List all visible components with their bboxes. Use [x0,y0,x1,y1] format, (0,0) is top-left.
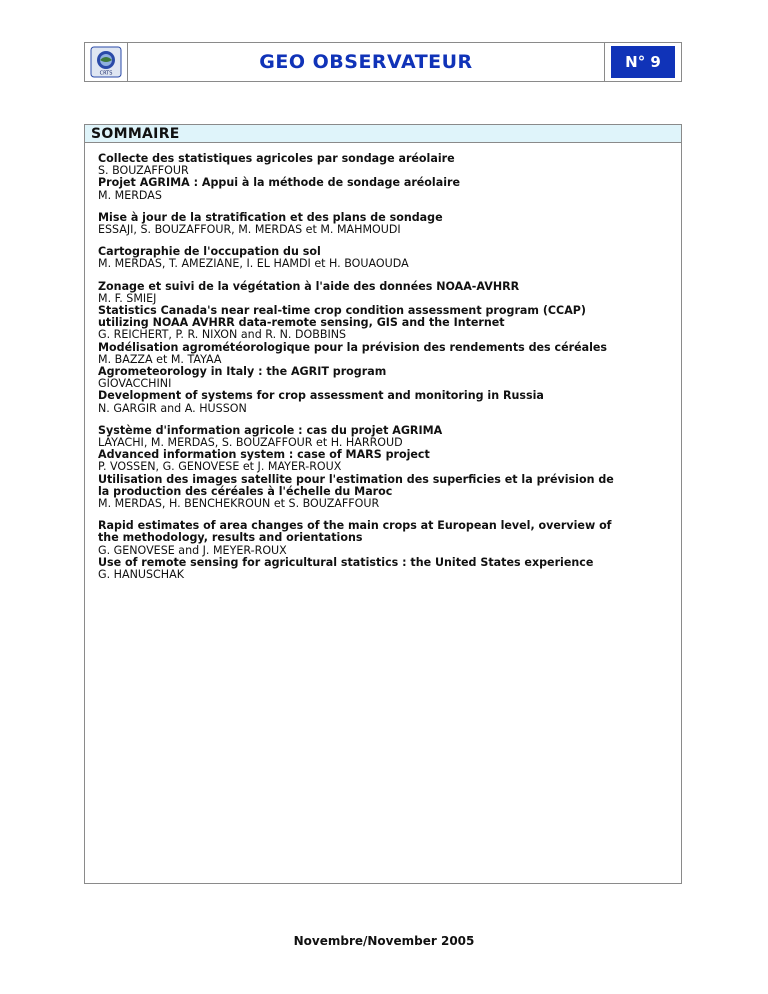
title-cell [128,43,605,81]
article-title-continued: the methodology, results and orientations [98,531,363,545]
article-authors: M. F. SMIEJ [98,291,157,305]
article-authors: ESSAJI, S. BOUZAFFOUR, M. MERDAS et M. MAHMOUDI [98,223,401,237]
article-title: Statistics Canada's near real-time crop condition assessment program (CCAP) [98,304,586,318]
article-title: Projet AGRIMA : Appui à la méthode de sondage aréolaire [98,176,461,190]
article-authors: GIOVACCHINI [98,377,172,391]
article-title: Modélisation agrométéorologique pour la prévision des rendements des céréales [98,340,608,354]
contents-group [98,246,681,270]
article-title: Rapid estimates of area changes of the main crops at European level, overview of [98,519,612,533]
crts-logo [90,46,122,78]
contents-group [98,212,681,236]
contents-group [98,520,681,581]
article-authors: N. GARGIR and A. HUSSON [98,401,247,415]
contents-group [98,425,681,510]
article-title: Use of remote sensing for agricultural statistics : the United States experience [98,555,594,569]
article-authors: M. BAZZA et M. TAYAA [98,352,222,366]
issue-cell [605,43,681,81]
article-authors: M. MERDAS, T. AMEZIANE, I. EL HAMDI et H. BOUAOUDA [98,257,409,271]
issue-number-badge: N° 9 [611,46,675,78]
article-authors: G. REICHERT, P. R. NIXON and R. N. DOBBINS [98,328,347,342]
article-authors: S. BOUZAFFOUR [98,164,189,178]
article-title: Advanced information system : case of MARS project [98,448,430,462]
publication-title: GEO OBSERVATEUR [259,51,473,73]
logo-cell [85,43,128,81]
article-title: Mise à jour de la stratification et des plans de sondage [98,210,443,224]
article-authors: M. MERDAS, H. BENCHEKROUN et S. BOUZAFFOUR [98,497,380,511]
article-title-continued: utilizing NOAA AVHRR data-remote sensing, GIS and the Internet [98,316,505,330]
contents-group [98,281,681,415]
publication-date: Novembre/November 2005 [293,934,475,948]
article-title: Cartographie de l'occupation du sol [98,245,321,259]
article-authors: G. HANUSCHAK [98,568,184,582]
article-authors: G. GENOVESE and J. MEYER-ROUX [98,543,287,557]
article-authors: LAYACHI, M. MERDAS, S. BOUZAFFOUR et H. HARROUD [98,436,403,450]
article-title: Collecte des statistiques agricoles par sondage aréolaire [98,152,455,165]
logo-text: CRTS [99,70,113,77]
masthead [84,42,682,82]
article-authors: M. MERDAS [98,188,162,202]
contents-group [98,153,681,202]
article-title: Zonage et suivi de la végétation à l'aide des données NOAA-AVHRR [98,279,520,293]
contents-entries [85,143,681,581]
contents-heading: SOMMAIRE [91,125,180,142]
article-title: Agrometeorology in Italy : the AGRIT program [98,365,387,379]
article-title-continued: la production des céréales à l'échelle du Maroc [98,484,393,498]
article-authors: P. VOSSEN, G. GENOVESE et J. MAYER-ROUX [98,460,342,474]
table-of-contents [84,124,682,884]
contents-header [85,125,681,143]
article-title: Development of systems for crop assessment and monitoring in Russia [98,389,544,403]
article-title: Système d'information agricole : cas du projet AGRIMA [98,423,443,437]
article-title: Utilisation des images satellite pour l'estimation des superficies et la prévision de [98,472,614,486]
